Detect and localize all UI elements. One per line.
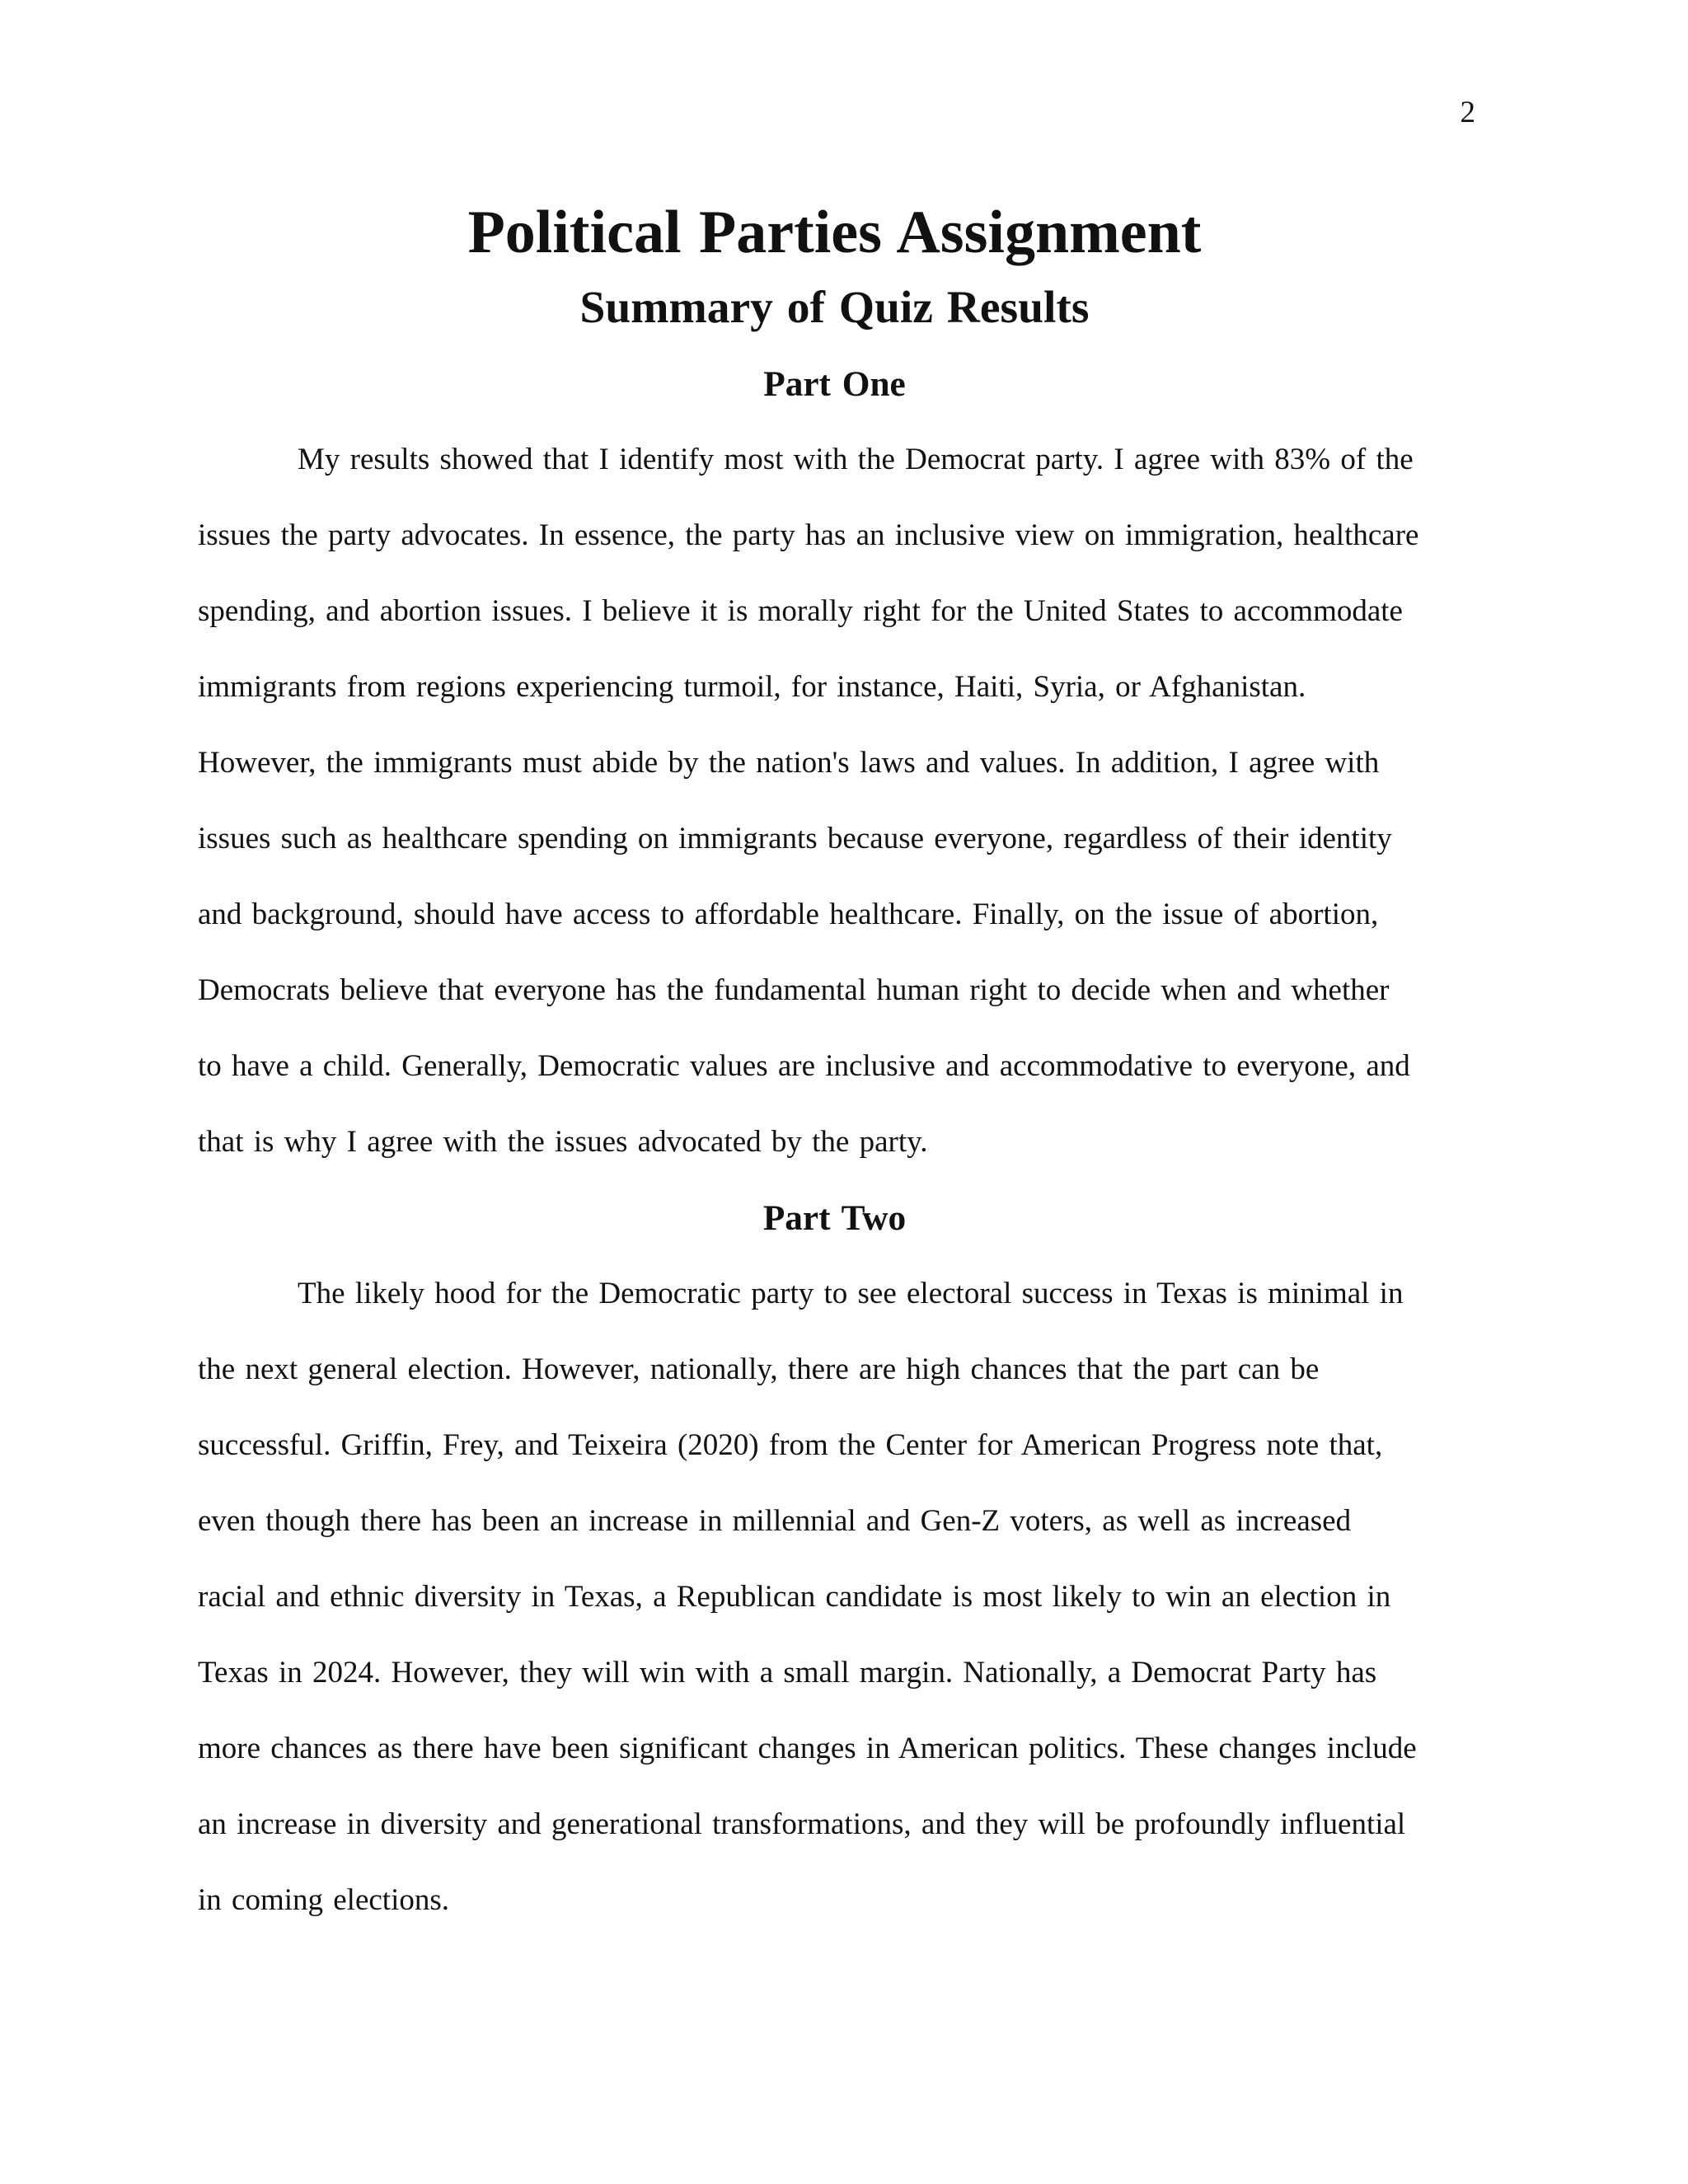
paragraph-line: issues such as healthcare spending on immigrants because everyone, regardless of their identity <box>198 822 1392 855</box>
document-title: Political Parties Assignment <box>467 199 1202 266</box>
paragraph-line: My results showed that I identify most with the Democrat party. I agree with 83% of the <box>298 443 1414 476</box>
paragraph-line: an increase in diversity and generational transformations, and they will be profoundly influential <box>198 1807 1406 1841</box>
section-heading-part-two: Part Two <box>762 1198 907 1238</box>
document-subtitle: Summary of Quiz Results <box>579 283 1090 333</box>
paragraph-line: more chances as there have been significant changes in American politics. These changes include <box>198 1732 1417 1765</box>
paragraph-part-one <box>198 422 1471 1180</box>
paragraph-line: that is why I agree with the issues advocated by the party. <box>198 1125 928 1159</box>
paragraph-line: racial and ethnic diversity in Texas, a Republican candidate is most likely to win an election in <box>198 1580 1391 1614</box>
document-body <box>198 194 1471 1938</box>
paragraph-line: Texas in 2024. However, they will win with a small margin. Nationally, a Democrat Party has <box>198 1656 1377 1690</box>
paragraph-line: to have a child. Generally, Democratic values are inclusive and accommodative to everyone, and <box>198 1049 1410 1083</box>
paragraph-part-two <box>198 1256 1471 1938</box>
paragraph-line: in coming elections. <box>198 1883 450 1917</box>
paragraph-line: even though there has been an increase in millennial and Gen-Z voters, as well as increased <box>198 1504 1352 1538</box>
paragraph-line: successful. Griffin, Frey, and Teixeira (2020) from the Center for American Progress note that, <box>198 1428 1383 1462</box>
paragraph-line: However, the immigrants must abide by the nation's laws and values. In addition, I agree with <box>198 746 1380 780</box>
paragraph-line: immigrants from regions experiencing turmoil, for instance, Haiti, Syria, or Afghanistan. <box>198 670 1306 704</box>
paragraph-line: The likely hood for the Democratic party to see electoral success in Texas is minimal in <box>298 1277 1404 1310</box>
paragraph-line: and background, should have access to affordable healthcare. Finally, on the issue of abortion, <box>198 898 1379 931</box>
paragraph-line: Democrats believe that everyone has the fundamental human right to decide when and whether <box>198 973 1390 1007</box>
paragraph-line: issues the party advocates. In essence, the party has an inclusive view on immigration, healthcare <box>198 518 1419 552</box>
paragraph-line: the next general election. However, nationally, there are high chances that the part can be <box>198 1352 1320 1386</box>
page-number: 2 <box>1460 96 1475 129</box>
section-heading-part-one: Part One <box>763 364 906 404</box>
paragraph-line: spending, and abortion issues. I believe it is morally right for the United States to accommodate <box>198 594 1403 628</box>
